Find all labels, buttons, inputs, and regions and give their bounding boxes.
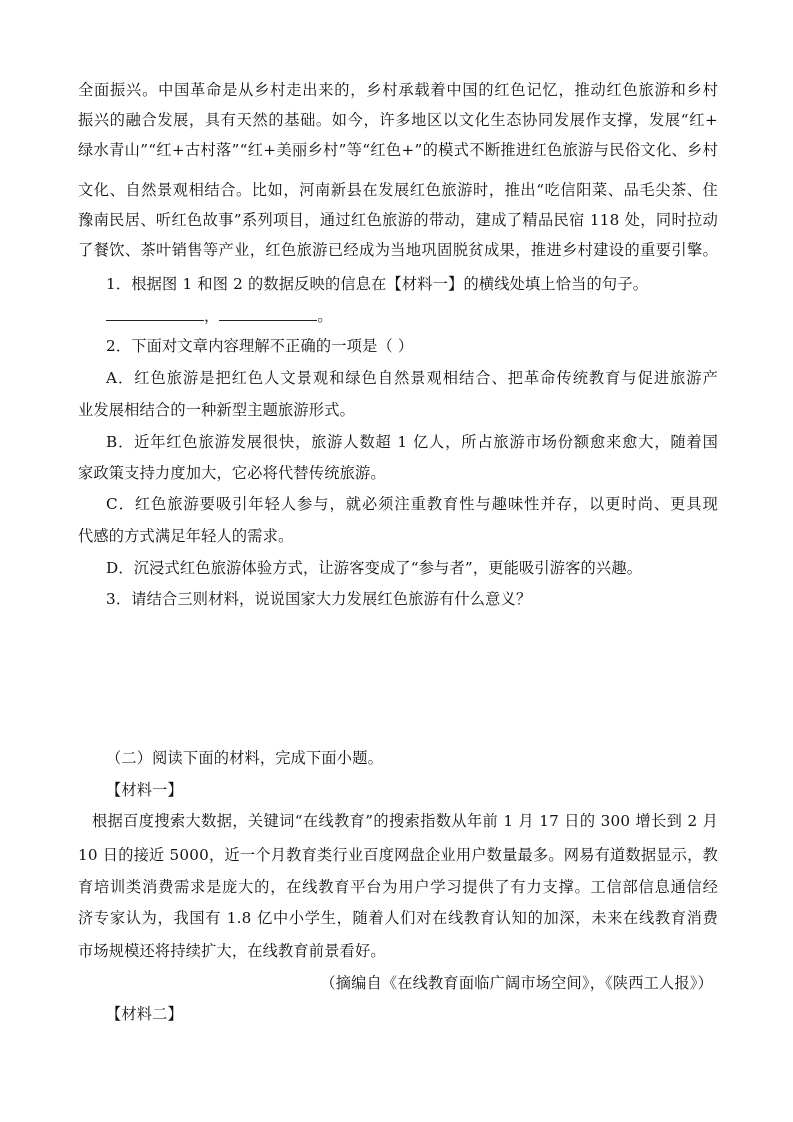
passage-line: 豫南民居、听红色故事”系列项目，通过红色旅游的带动，建成了精品民宿 118 处，同时拉动 xyxy=(78,211,718,229)
question-3: 3．请结合三则材料，说说国家大力发展红色旅游有什么意义？ xyxy=(106,590,532,608)
blank-end: 。 xyxy=(317,307,333,325)
question-2: 2．下面对文章内容理解不正确的一项是（ ） xyxy=(106,337,414,355)
material-1-line: 济专家认为，我国有 1.8 亿中小学生，随着人们对在线教育认知的加深，未来在线教育消费 xyxy=(78,909,718,927)
material-1-line: 市场规模还将持续扩大，在线教育前景看好。 xyxy=(78,942,386,960)
material-1-line: 根据百度搜索大数据，关键词“在线教育”的搜索指数从年前 1 月 17 日的 300 增长到 2 月 xyxy=(92,812,718,830)
option-a: A．红色旅游是把红色人文景观和绿色自然景观相结合、把革命传统教育与促进旅游产 xyxy=(106,369,718,387)
passage-line: 全面振兴。中国革命是从乡村走出来的，乡村承载着中国的红色记忆，推动红色旅游和乡村 xyxy=(78,81,718,99)
passage-line: 了餐饮、茶叶销售等产业，红色旅游已经成为当地巩固脱贫成果，推进乡村建设的重要引擎。 xyxy=(78,241,718,259)
option-c-cont: 代感的方式满足年轻人的需求。 xyxy=(78,527,294,545)
material-1-line: 育培训类消费需求是庞大的，在线教育平台为用户学习提供了有力支撑。工信部信息通信经 xyxy=(78,878,718,896)
answer-blank-1[interactable] xyxy=(106,306,204,321)
material-1-source: （摘编自《在线教育面临广阔市场空间》，《陕西工人报》） xyxy=(320,974,713,992)
question-1: 1．根据图 1 和图 2 的数据反映的信息在【材料一】的横线处填上恰当的句子。 xyxy=(106,275,649,293)
material-1-line: 10 日的接近 5000，近一个月教育类行业百度网盘企业用户数量最多。网易有道数据显示，教 xyxy=(78,846,718,864)
passage-line: 文化、自然景观相结合。比如，河南新县在发展红色旅游时，推出“吃信阳菜、品毛尖茶、住 xyxy=(78,181,718,199)
option-c: C．红色旅游要吸引年轻人参与，就必须注重教育性与趣味性并存，以更时尚、更具现 xyxy=(106,495,718,513)
option-d: D．沉浸式红色旅游体验方式，让游客变成了“参与者”，更能吸引游客的兴趣。 xyxy=(106,559,643,577)
section-2-heading: （二）阅读下面的材料，完成下面小题。 xyxy=(106,749,383,767)
option-b-cont: 家政策支持力度加大，它必将代替传统旅游。 xyxy=(78,464,386,482)
blank-separator: ， xyxy=(204,307,220,325)
material-1-title: 【材料一】 xyxy=(106,781,183,799)
material-2-title: 【材料二】 xyxy=(106,1005,183,1023)
option-b: B．近年红色旅游发展很快，旅游人数超 1 亿人，所占旅游市场份额愈来愈大，随着国 xyxy=(106,433,718,451)
passage-line: 振兴的融合发展，具有天然的基础。如今，许多地区以文化生态协同发展作支撑，发展“红+ xyxy=(78,111,718,129)
option-a-cont: 业发展相结合的一种新型主题旅游形式。 xyxy=(78,401,355,419)
passage-line: 绿水青山”“红+古村落”“红+美丽乡村”等“红色+”的模式不断推进红色旅游与民俗文化、乡村 xyxy=(78,141,718,159)
answer-blank-2[interactable] xyxy=(219,306,317,321)
answer-blanks xyxy=(106,306,718,326)
